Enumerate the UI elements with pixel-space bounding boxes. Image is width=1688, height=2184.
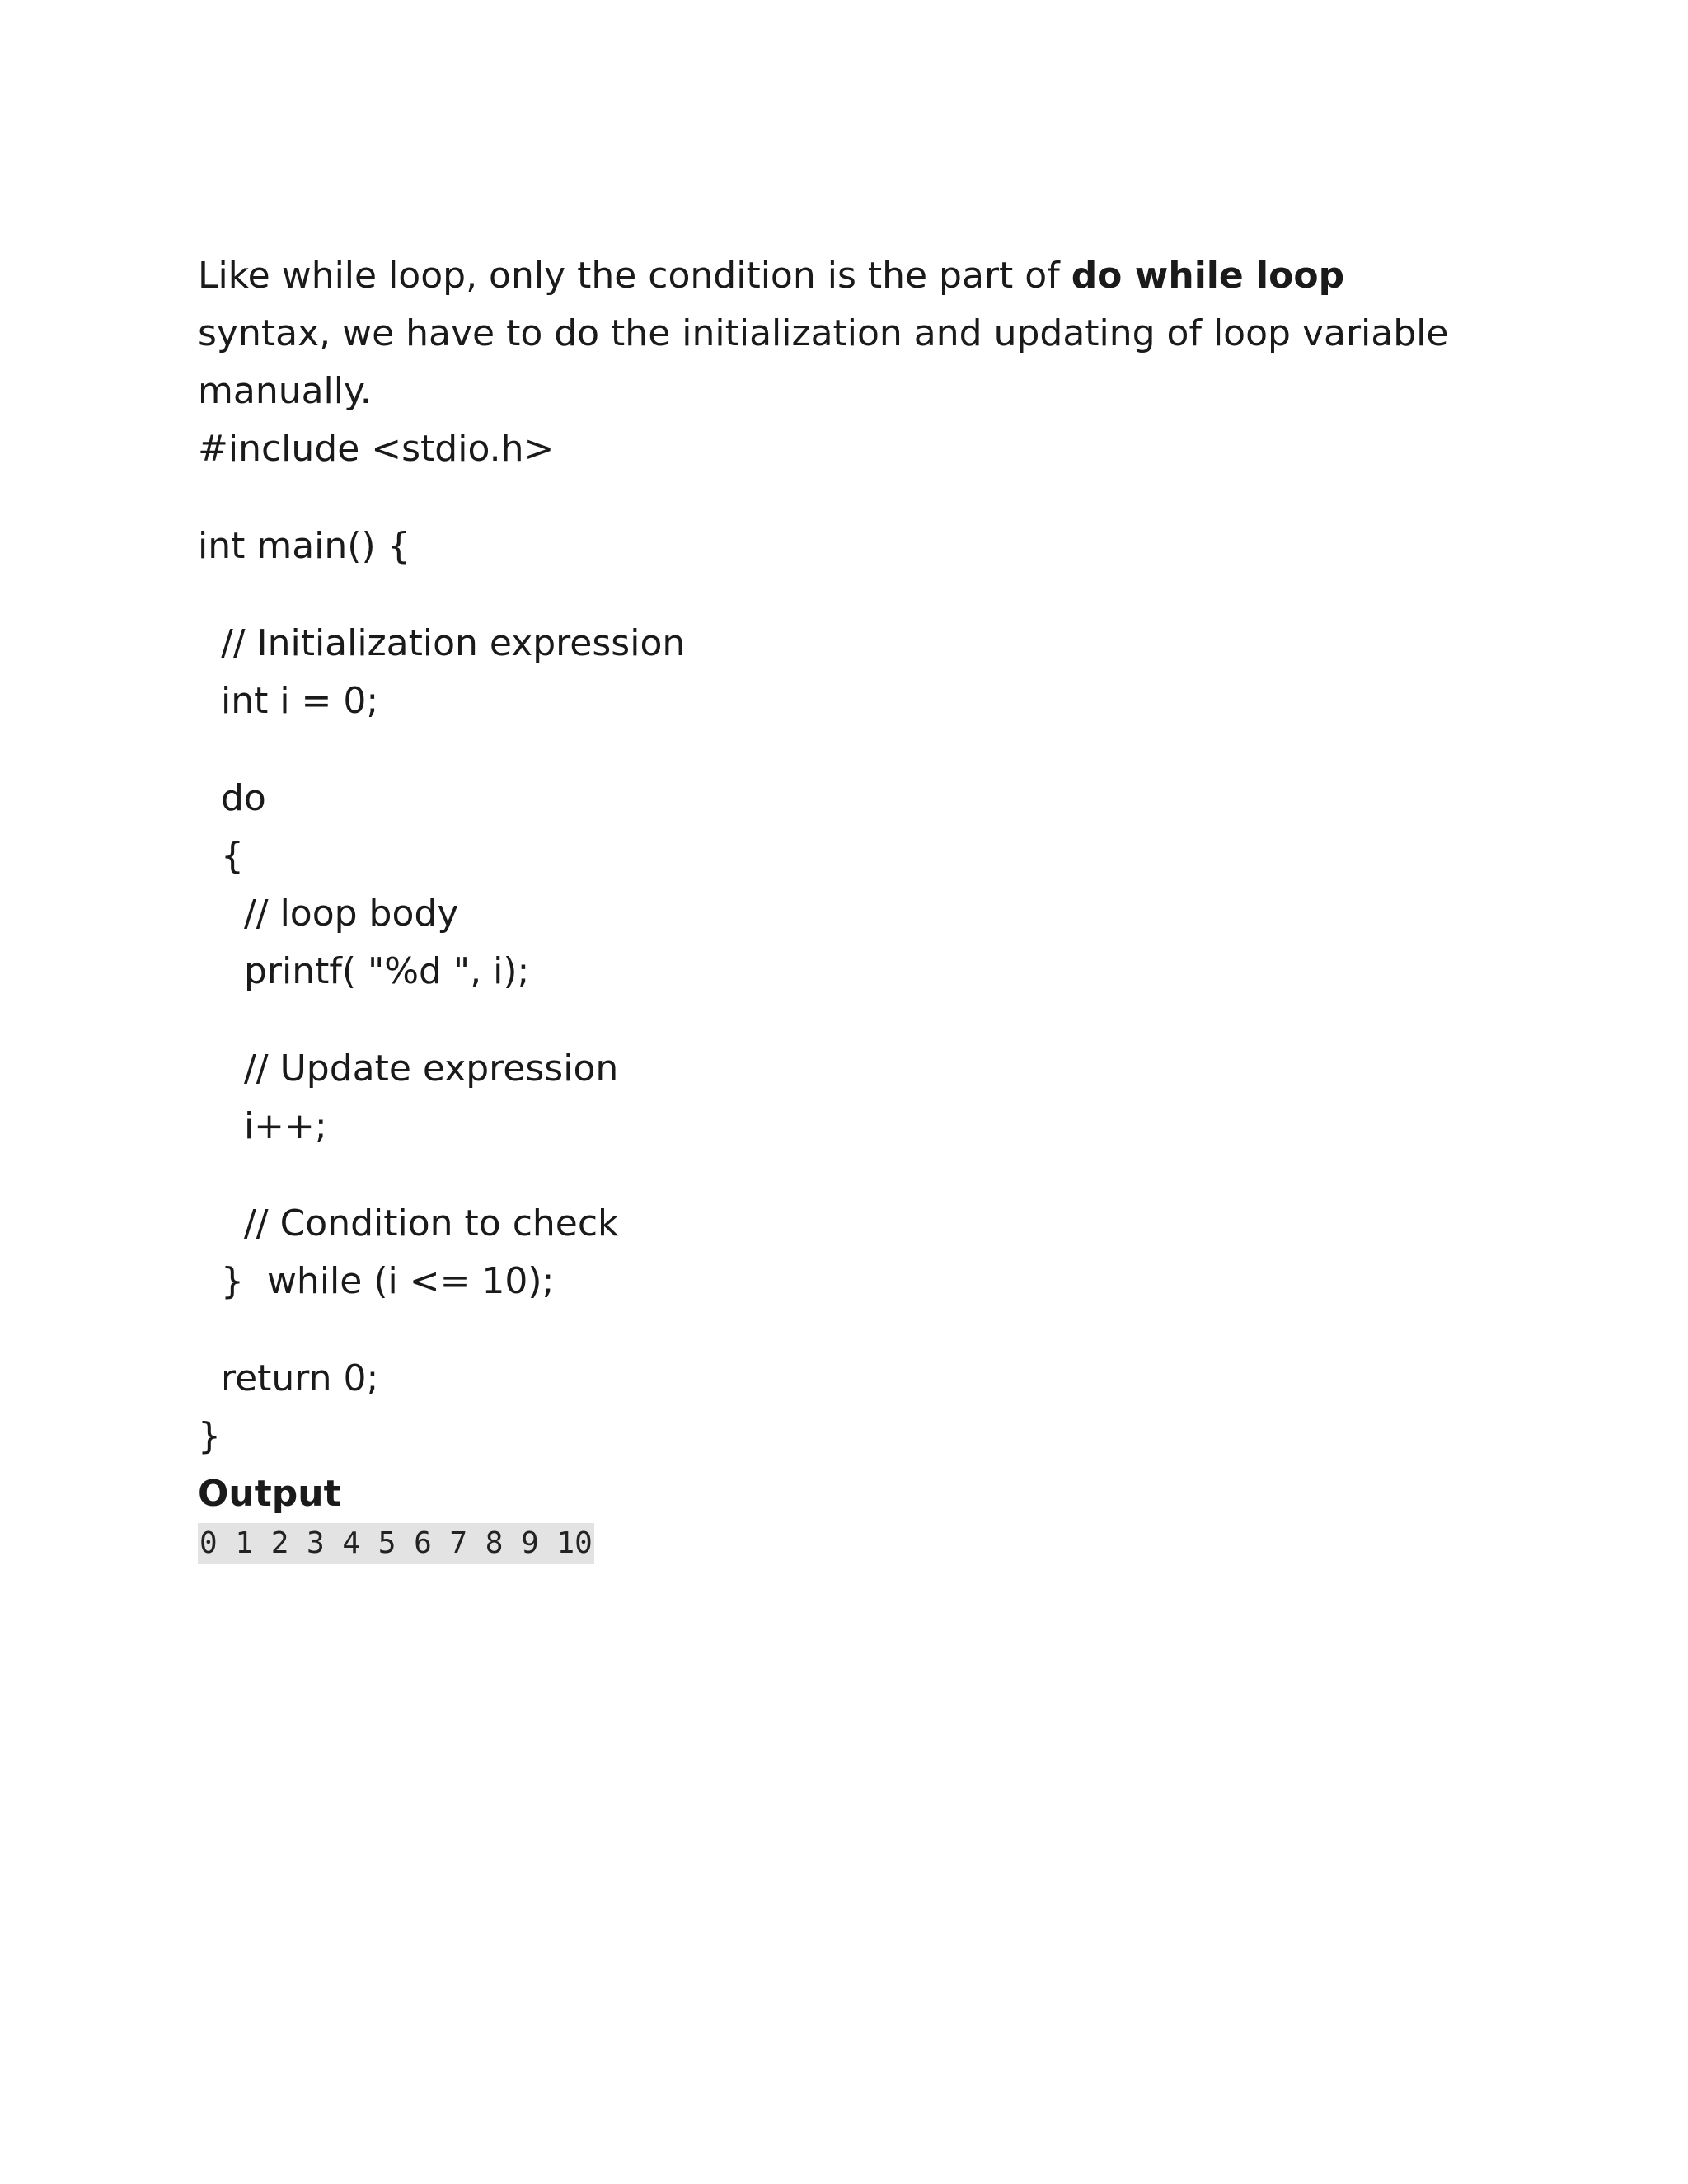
code-comment-update: // Update expression (198, 1047, 619, 1090)
code-blank-line (198, 1310, 1484, 1350)
code-main-open: int main() { (198, 525, 410, 567)
code-blank-line (198, 1155, 1484, 1195)
code-blank-line (198, 730, 1484, 770)
intro-paragraph (198, 247, 1484, 420)
code-init: int i = 0; (198, 680, 379, 722)
code-return: return 0; (198, 1357, 379, 1399)
code-brace-open: { (198, 835, 244, 877)
code-include: #include <stdio.h> (198, 428, 555, 470)
output-value: 0 1 2 3 4 5 6 7 8 9 10 (198, 1523, 594, 1564)
code-main-close: } (198, 1415, 221, 1457)
intro-text-before: Like while loop, only the condition is the part of (198, 255, 1071, 297)
code-comment-condition: // Condition to check (198, 1202, 619, 1244)
code-blank-line (198, 575, 1484, 615)
code-printf: printf( "%d ", i); (198, 950, 530, 992)
code-update: i++; (198, 1105, 327, 1147)
code-block (198, 420, 1484, 1465)
code-blank-line (198, 1001, 1484, 1040)
code-while: } while (i <= 10); (198, 1260, 555, 1302)
intro-text-after: syntax, we have to do the initialization and updating of loop variable manually. (198, 312, 1449, 412)
document-page (198, 247, 1484, 1564)
output-heading: Output (198, 1473, 341, 1515)
intro-bold-term: do while loop (1071, 255, 1345, 297)
code-do: do (198, 777, 266, 819)
code-blank-line (198, 478, 1484, 518)
code-comment-body: // loop body (198, 893, 459, 935)
code-comment-init: // Initialization expression (198, 622, 686, 664)
